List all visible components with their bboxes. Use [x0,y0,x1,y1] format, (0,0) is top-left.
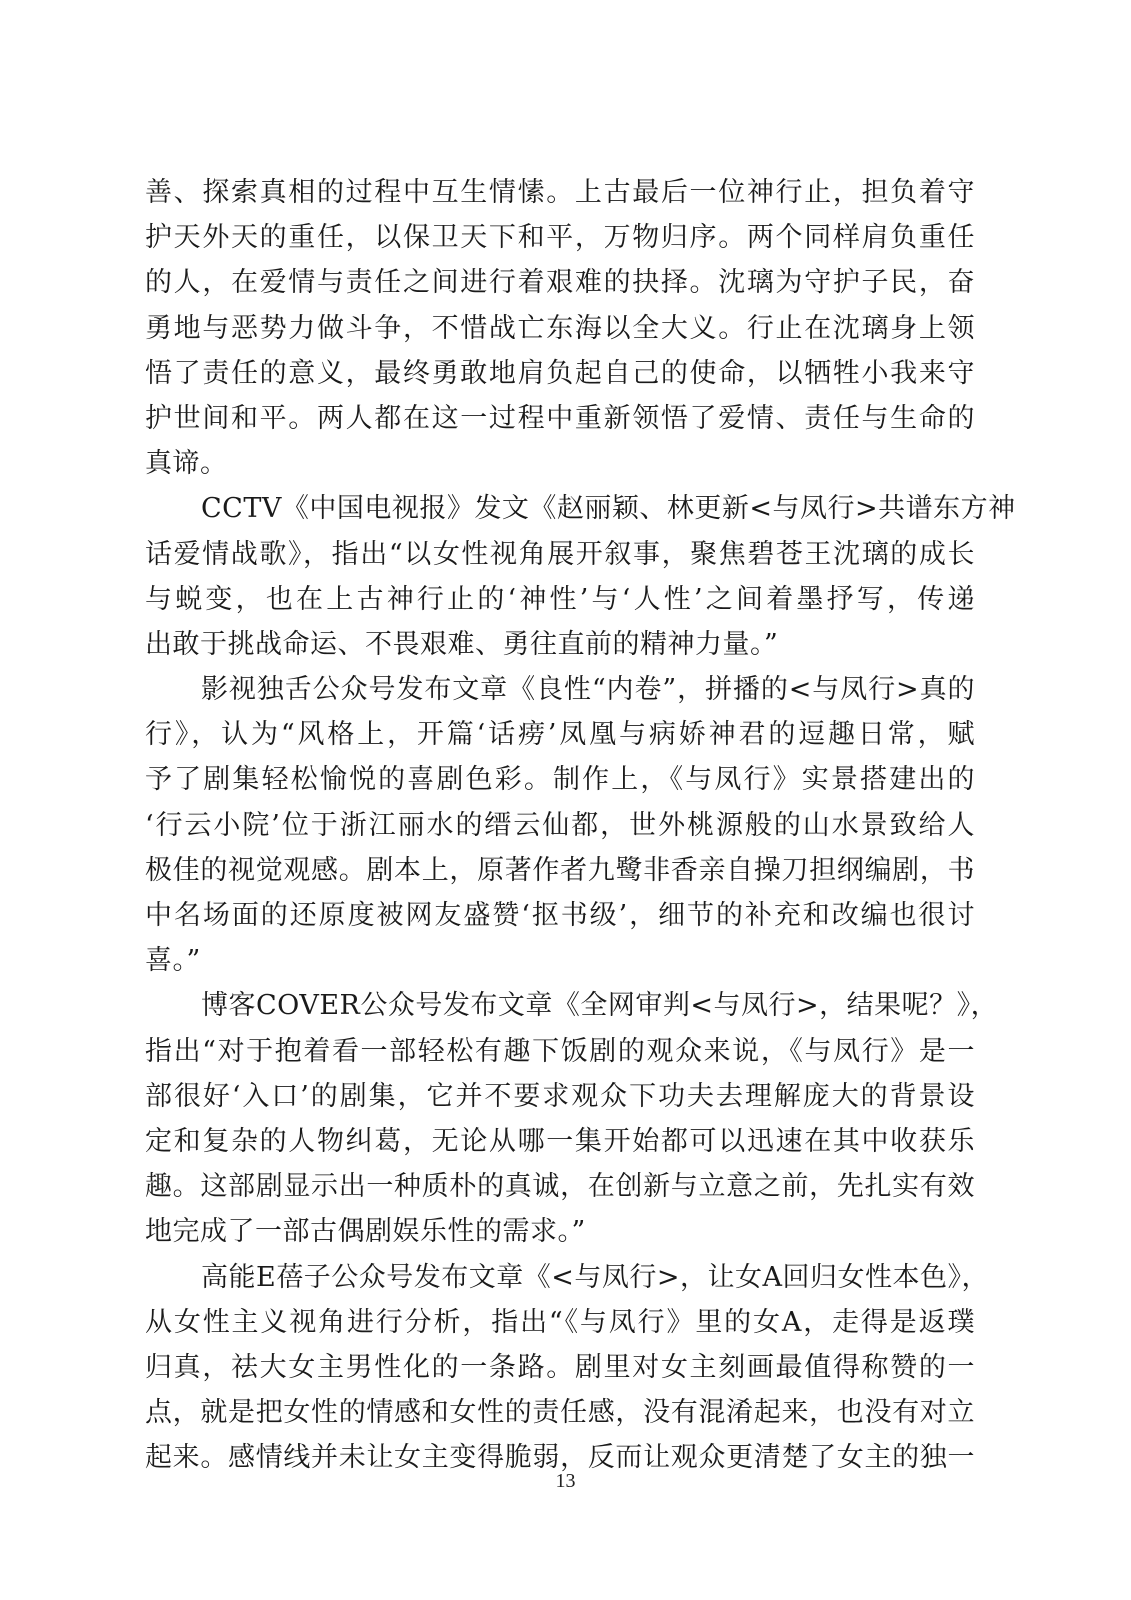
text-line: 影视独舌公众号发布文章《良性“内卷”，拼播的<与凤行>真的 [201,674,975,706]
text-line: ‘行云小院’位于浙江丽水的缙云仙都，世外桃源般的山水景致给人 [145,809,975,841]
text-line: 博客COVER公众号发布文章《全网审判<与凤行>，结果呢？》， [201,990,999,1022]
text-line: 护天外天的重任，以保卫天下和平，万物归序。两个同样肩负重任 [145,222,975,254]
text-line: 喜。” [145,945,201,977]
text-line: 出敢于挑战命运、不畏艰难、勇往直前的精神力量。” [145,628,779,660]
text-line: 善、探索真相的过程中互生情愫。上古最后一位神行止，担负着守 [145,177,975,208]
text-line: 悟了责任的意义，最终勇敢地肩负起自己的使命，以牺牲小我来守 [145,357,975,389]
text-line: 点，就是把女性的情感和女性的责任感，没有混淆起来，也没有对立 [145,1397,975,1429]
text-line: 真谛。 [145,448,228,480]
text-line: 起来。感情线并未让女主变得脆弱，反而让观众更清楚了女主的独一 [145,1442,975,1474]
page-number: 13 [555,1470,576,1492]
text-line: 予了剧集轻松愉悦的喜剧色彩。制作上，《与凤行》实景搭建出的 [145,764,975,796]
text-line: 指出“对于抱着看一部轻松有趣下饭剧的观众来说，《与凤行》是一 [145,1035,975,1067]
text-line: 话爱情战歌》，指出“以女性视角展开叙事，聚焦碧苍王沈璃的成长 [145,538,975,570]
text-line: 高能E蓓子公众号发布文章《<与凤行>，让女A回归女性本色》， [201,1261,989,1293]
text-line: 中名场面的还原度被网友盛赞‘抠书级’，细节的补充和改编也很讨 [145,900,975,931]
text-line: 地完成了一部古偶剧娱乐性的需求。” [145,1216,586,1248]
text-line: 勇地与恶势力做斗争，不惜战亡东海以全大义。行止在沈璃身上领 [145,312,975,344]
text-line: 从女性主义视角进行分析，指出“《与凤行》里的女A，走得是返璞 [145,1306,975,1338]
text-line: 行》，认为“风格上，开篇‘话痨’凤凰与病娇神君的逗趣日常，赋 [145,719,975,751]
text-line: 定和复杂的人物纠葛，无论从哪一集开始都可以迅速在其中收获乐 [145,1125,975,1157]
body-text [145,170,1016,1480]
text-line: 趣。这部剧显示出一种质朴的真诚，在创新与立意之前，先扎实有效 [145,1171,975,1203]
text-line: 归真，祛大女主男性化的一条路。剧里对女主刻画最值得称赞的一 [145,1351,975,1383]
text-line: 与蜕变，也在上古神行止的‘神性’与‘人性’之间着墨抒写，传递 [145,583,975,615]
text-line: 部很好‘入口’的剧集，它并不要求观众下功夫去理解庞大的背景设 [145,1080,975,1112]
text-line: 极佳的视觉观感。剧本上，原著作者九鹭非香亲自操刀担纲编剧，书 [145,854,975,886]
text-line: CCTV《中国电视报》发文《赵丽颖、林更新<与凤行>共谱东方神 [201,493,1016,525]
text-line: 护世间和平。两人都在这一过程中重新领悟了爱情、责任与生命的 [145,402,975,434]
text-line: 的人，在爱情与责任之间进行着艰难的抉择。沈璃为守护子民，奋 [145,267,975,299]
